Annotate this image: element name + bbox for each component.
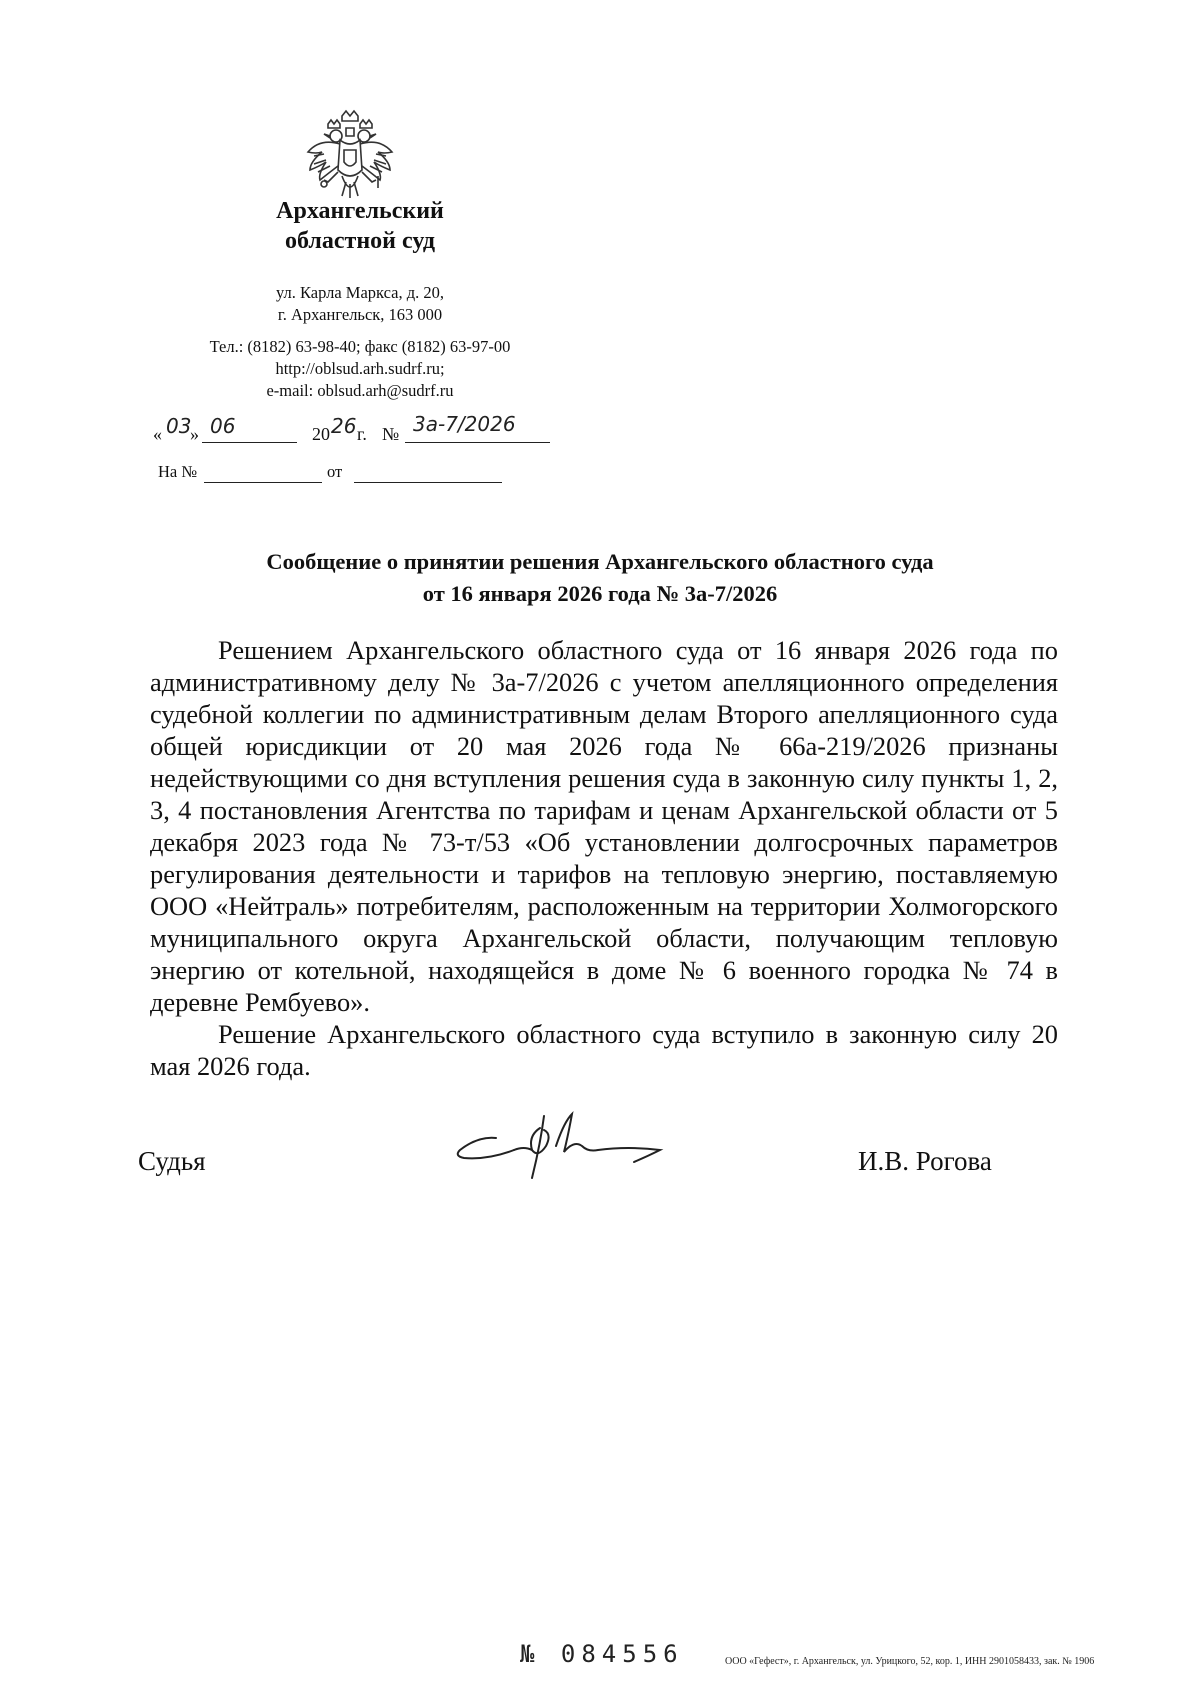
form-serial-number: № 084556 (520, 1640, 684, 1668)
signer-position: Судья (138, 1146, 206, 1176)
body-paragraph-effect: Решение Архангельского областного суда вступило в законную силу 20 мая 2026 года. (150, 1019, 1058, 1081)
document-body (150, 634, 1058, 1082)
incoming-number-label: На № (158, 462, 198, 481)
website-line: http://oblsud.arh.sudrf.ru; (275, 359, 445, 378)
phone-fax-line: Тел.: (8182) 63-98-40; факс (8182) 63-97-00 (209, 337, 511, 356)
address-street: ул. Карла Маркса, д. 20, (275, 283, 445, 302)
document-title-line1: Сообщение о принятии решения Архангельского областного суда (266, 549, 934, 574)
outgoing-number: 3а-7/2026 (413, 412, 516, 436)
incoming-number-blank (204, 482, 322, 483)
court-name-line2: областной суд (285, 228, 435, 254)
address-city: г. Архангельск, 163 000 (277, 305, 443, 324)
outgoing-day: 03 (166, 414, 192, 438)
body-paragraph-decision: Решением Архангельского областного суда от 16 января 2026 года по административному делу № 3а-7/2026 с учетом апелляционного определения судебной коллегии по административным делам Второго апелляционного суда общей юрисдикции от 20 мая 2026 года № 66а-219/2026 признаны недействующими со дня вступления решения суда в законную силу пункты 1, 2, 3, 4 постановления Агентства по тарифам и ценам Архангельской области от 5 декабря 2023 года № 73-т/53 «Об установлении долгосрочных параметров регулирования деятельности и тарифов на тепловую энергию, поставляемую ООО «Нейтраль» потребителям, расположенным на территории Холмогорского муниципального округа Архангельской области, получающим тепловую энергию от котельной, находящейся в доме № 6 военного городка № 74 в деревне Рембуево». (150, 635, 1058, 1017)
quote-open: « (153, 424, 162, 444)
coat-of-arms-icon (300, 108, 400, 208)
printer-imprint: ООО «Гефест», г. Архангельск, ул. Урицкого, 52, кор. 1, ИНН 2901058433, зак. № 1906 (725, 1656, 1095, 1667)
document-title-line2: от 16 января 2026 года № 3а-7/2026 (422, 581, 778, 606)
outgoing-month: 06 (210, 414, 236, 438)
court-name-line1: Архангельский (276, 198, 444, 224)
year-suffix: г. (357, 424, 367, 444)
number-sign: № (382, 424, 400, 444)
quote-close: » (190, 424, 199, 444)
handwritten-signature (448, 1106, 668, 1186)
number-underline (405, 442, 550, 443)
outgoing-year: 26 (331, 414, 357, 438)
year-prefix: 20 (312, 424, 330, 444)
signer-name: И.В. Рогова (858, 1146, 992, 1176)
month-underline (202, 442, 297, 443)
incoming-date-label: от (327, 462, 343, 481)
email-line: e-mail: oblsud.arh@sudrf.ru (266, 381, 454, 400)
incoming-date-blank (354, 482, 502, 483)
